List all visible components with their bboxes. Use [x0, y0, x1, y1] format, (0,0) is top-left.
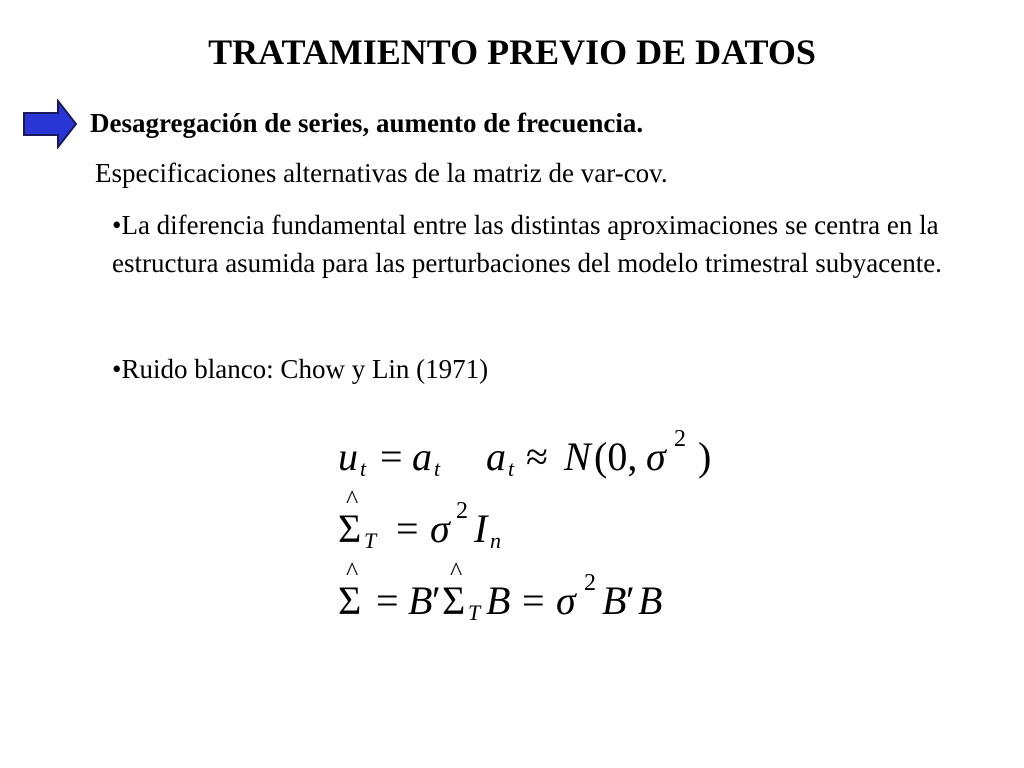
- svg-text:u: u: [338, 434, 358, 479]
- svg-text:I: I: [474, 506, 488, 551]
- svg-text:): ): [698, 434, 712, 479]
- svg-text:B: B: [408, 578, 433, 623]
- svg-text:Σ: Σ: [338, 578, 362, 623]
- svg-text:=: =: [522, 578, 545, 623]
- svg-text:T: T: [364, 528, 377, 553]
- svg-text:n: n: [490, 528, 501, 553]
- svg-text:Σ: Σ: [338, 506, 362, 551]
- svg-text:N: N: [564, 434, 591, 479]
- section-heading: Desagregación de series, aumento de frecuencia.: [90, 108, 644, 138]
- svg-text:B: B: [486, 578, 511, 623]
- equation-sigma-aggregate: [338, 557, 662, 625]
- svg-text:=: =: [380, 434, 403, 479]
- svg-text:^: ^: [346, 557, 359, 586]
- svg-text:≈: ≈: [526, 434, 548, 479]
- svg-text:2: 2: [584, 570, 596, 596]
- subheading: Especificaciones alternativas de la matriz de var-cov.: [95, 158, 668, 188]
- svg-text:t: t: [360, 456, 367, 481]
- slide-title: TRATAMIENTO PREVIO DE DATOS: [208, 32, 816, 72]
- svg-text:′: ′: [626, 578, 635, 623]
- svg-text:=: =: [396, 506, 419, 551]
- svg-text:σ: σ: [556, 578, 576, 623]
- svg-text:Σ: Σ: [442, 578, 466, 623]
- svg-text:σ: σ: [646, 434, 666, 479]
- svg-text:T: T: [468, 600, 481, 625]
- svg-text:σ: σ: [430, 506, 450, 551]
- svg-text:2: 2: [674, 426, 686, 452]
- svg-text:t: t: [508, 456, 515, 481]
- svg-text:′: ′: [432, 578, 441, 623]
- bullet-structure-difference: •La diferencia fundamental entre las distintas aproximaciones se centra en la estructura asumida para las perturbaciones del modelo trimestral subyacente.: [112, 210, 942, 278]
- svg-text:^: ^: [346, 485, 359, 514]
- svg-text:t: t: [434, 456, 441, 481]
- right-arrow-icon: [22, 99, 78, 149]
- svg-text:=: =: [376, 578, 399, 623]
- svg-text:a: a: [412, 434, 432, 479]
- equation-sigma-t: [338, 485, 501, 553]
- svg-text:^: ^: [450, 557, 463, 586]
- svg-text:B: B: [602, 578, 627, 623]
- svg-text:B: B: [638, 578, 663, 623]
- bullet-white-noise: •Ruido blanco: Chow y Lin (1971): [112, 354, 489, 384]
- equation-white-noise: [338, 426, 711, 481]
- svg-text:(0,: (0,: [594, 434, 638, 479]
- equations-block: [300, 410, 760, 640]
- svg-text:a: a: [486, 434, 506, 479]
- svg-text:2: 2: [456, 498, 468, 524]
